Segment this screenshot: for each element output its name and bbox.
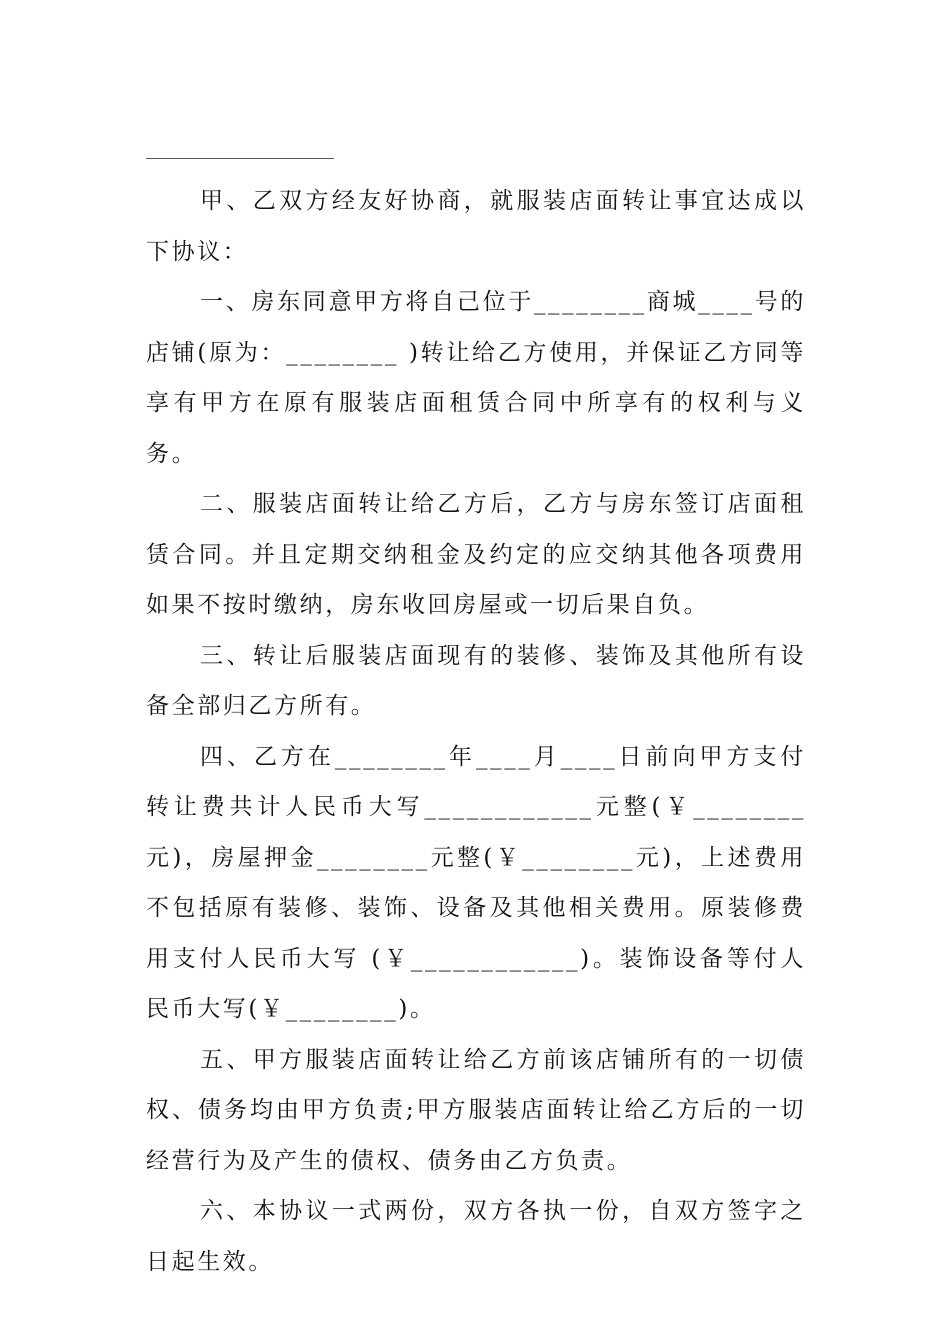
clause-6-paragraph: 六、本协议一式两份，双方各执一份，自双方签字之日起生效。 [146,1198,806,1275]
clause-3-paragraph: 三、转让后服装店面现有的装修、装饰及其他所有设备全部归乙方所有。 [146,642,806,719]
document-body [146,176,806,1287]
clause-4-paragraph: 四、乙方在________年____月____日前向甲方支付转让费共计人民币大写____________元整(￥________元)，房屋押金________元整(￥________元)，上述费用不包括原有装修、装饰、设备及其他相关费用。原装修费用支付人民币大写 (￥____________)。装饰设备等付人民币大写(￥________)。 [146,743,806,1022]
clause-1-paragraph: 一、房东同意甲方将自己位于________商城____号的店铺(原为：________ )转让给乙方使用，并保证乙方同等享有甲方在原有服装店面租赁合同中所享有的权利与义务。 [146,289,806,467]
header-rule [146,158,334,159]
intro-paragraph: 甲、乙双方经友好协商，就服装店面转让事宜达成以下协议： [146,188,806,265]
clause-5-paragraph: 五、甲方服装店面转让给乙方前该店铺所有的一切债权、债务均由甲方负责;甲方服装店面转让给乙方后的一切经营行为及产生的债权、债务由乙方负责。 [146,1046,806,1174]
clause-2-paragraph: 二、服装店面转让给乙方后，乙方与房东签订店面租赁合同。并且定期交纳租金及约定的应交纳其他各项费用如果不按时缴纳，房东收回房屋或一切后果自负。 [146,491,806,618]
